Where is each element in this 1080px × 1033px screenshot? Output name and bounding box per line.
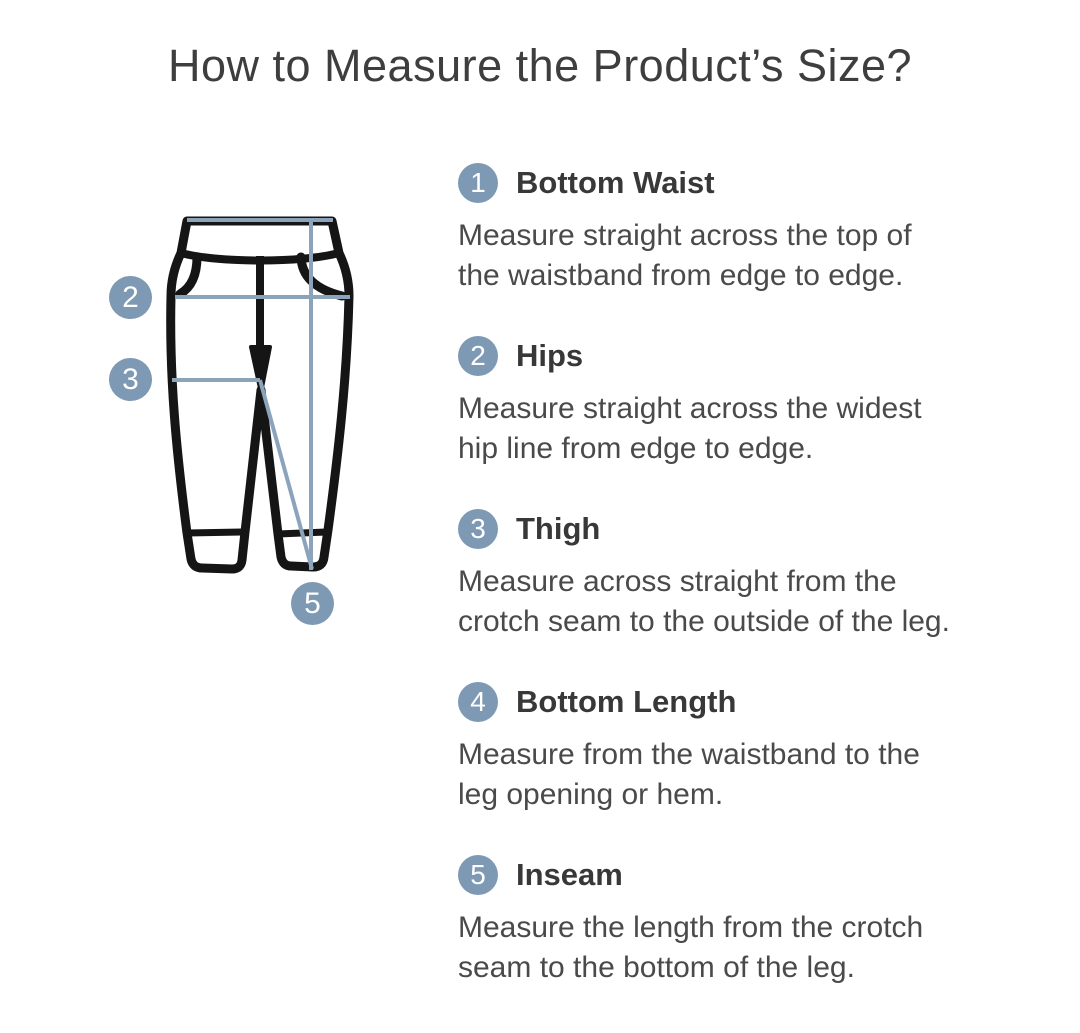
item-heading-row [458, 163, 1048, 203]
item-heading-row [458, 682, 1048, 722]
measure-item-bottom-waist [458, 163, 1048, 296]
diagram-badge-hips-label: 2 [122, 280, 139, 314]
item-title: Bottom Length [516, 684, 737, 719]
item-description-line: Measure the length from the crotch [458, 911, 924, 944]
item-description-line: Measure across straight from the [458, 565, 897, 598]
item-number-badge [458, 509, 498, 549]
diagram-badge-thigh [109, 358, 152, 401]
item-title: Bottom Waist [516, 165, 715, 200]
item-description-line: Measure straight across the top of [458, 219, 912, 252]
item-description [458, 216, 1048, 296]
item-number-badge [458, 163, 498, 203]
item-title: Inseam [516, 857, 623, 892]
pants-measure-diagram [90, 190, 430, 650]
measurement-list [458, 163, 1048, 1028]
item-description-line: Measure from the waistband to the [458, 738, 920, 771]
diagram-badge-inseam [291, 582, 334, 625]
item-number-badge [458, 336, 498, 376]
item-description [458, 562, 1048, 642]
item-heading-row [458, 509, 1048, 549]
item-number: 1 [470, 167, 486, 198]
item-description [458, 389, 1048, 469]
item-title: Hips [516, 338, 584, 373]
diagram-badge-hips [109, 276, 152, 319]
item-description-line: crotch seam to the outside of the leg. [458, 605, 950, 638]
item-heading-row [458, 336, 1048, 376]
item-description-line: the waistband from edge to edge. [458, 259, 904, 292]
item-description-line: leg opening or hem. [458, 778, 724, 811]
item-description-line: seam to the bottom of the leg. [458, 951, 855, 984]
item-number: 5 [470, 859, 486, 890]
item-number-badge [458, 855, 498, 895]
measure-item-bottom-length [458, 682, 1048, 815]
item-description [458, 908, 1048, 988]
measure-item-hips [458, 336, 1048, 469]
item-description [458, 735, 1048, 815]
diagram-badge-thigh-label: 3 [122, 362, 139, 396]
measure-item-thigh [458, 509, 1048, 642]
pants-illustration [90, 190, 430, 650]
item-description-line: Measure straight across the widest [458, 392, 922, 425]
item-title: Thigh [516, 511, 601, 546]
item-number: 4 [470, 686, 486, 717]
item-number: 2 [470, 340, 486, 371]
item-description-line: hip line from edge to edge. [458, 432, 814, 465]
page-title: How to Measure the Product’s Size? [167, 40, 913, 91]
item-number: 3 [470, 513, 486, 544]
cuff-line-left [187, 532, 242, 533]
item-heading-row [458, 855, 1048, 895]
measure-item-inseam [458, 855, 1048, 988]
diagram-badge-inseam-label: 5 [304, 586, 321, 620]
item-number-badge [458, 682, 498, 722]
